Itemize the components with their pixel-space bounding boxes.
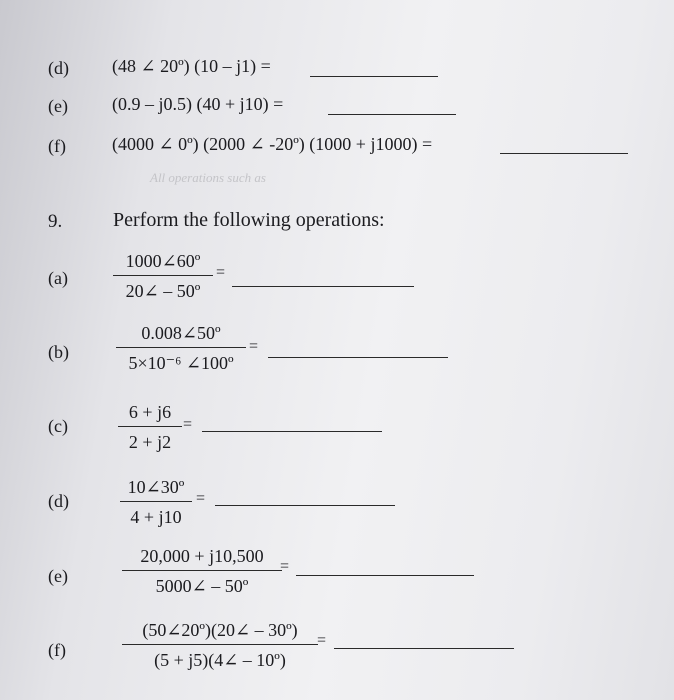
fraction-b-denominator: 5×10⁻⁶ ∠100º — [128, 353, 234, 373]
item-label-d-top: (d) — [48, 58, 69, 78]
fraction-d-bar — [120, 501, 192, 502]
item-label-c: (c) — [48, 416, 68, 436]
fraction-e-bar — [122, 570, 282, 571]
equals-sign-b: = — [249, 338, 259, 355]
question-instruction: Perform the following operations: — [113, 209, 385, 231]
item-label-f-top: (f) — [48, 136, 66, 156]
fraction-c-bar — [118, 426, 182, 427]
item-label-e: (e) — [48, 566, 68, 586]
fraction-f-numerator: (50∠20º)(20∠ – 30º) — [142, 620, 298, 640]
answer-blank-b — [268, 357, 448, 358]
equals-sign-f: = — [317, 632, 327, 649]
answer-blank-d-top — [310, 76, 438, 77]
item-label-b: (b) — [48, 342, 69, 362]
fraction-b-bar — [116, 347, 246, 348]
answer-blank-e-top — [328, 114, 456, 115]
item-label-d: (d) — [48, 491, 69, 511]
item-label-a: (a) — [48, 268, 68, 288]
answer-blank-e — [296, 575, 474, 576]
equals-sign-e: = — [280, 558, 290, 575]
answer-blank-f-top — [500, 153, 628, 154]
equals-sign-a: = — [216, 264, 226, 281]
fraction-d — [120, 476, 192, 528]
fraction-a-denominator: 20∠ – 50º — [125, 281, 201, 301]
fraction-d-numerator: 10∠30º — [127, 477, 185, 497]
faded-background-text: All operations such as — [150, 170, 266, 185]
fraction-c-numerator: 6 + j6 — [128, 402, 172, 422]
fraction-e-numerator: 20,000 + j10,500 — [140, 546, 264, 566]
fraction-f-denominator: (5 + j5)(4∠ – 10º) — [154, 650, 286, 670]
question-number: 9. — [48, 211, 63, 232]
answer-blank-f — [334, 648, 514, 649]
fraction-c — [118, 401, 182, 453]
fraction-a-numerator: 1000∠60º — [125, 251, 201, 271]
fraction-d-denominator: 4 + j10 — [130, 507, 182, 527]
item-label-f: (f) — [48, 640, 66, 660]
fraction-f-bar — [122, 644, 318, 645]
answer-blank-a — [232, 286, 414, 287]
answer-blank-c — [202, 431, 382, 432]
fraction-a — [113, 250, 213, 302]
fraction-c-denominator: 2 + j2 — [128, 432, 172, 452]
fraction-b — [116, 322, 246, 374]
item-label-e-top: (e) — [48, 96, 68, 116]
expression-f-top: (4000 ∠ 0º) (2000 ∠ -20º) (1000 + j1000) = — [112, 134, 433, 154]
answer-blank-d — [215, 505, 395, 506]
fraction-b-numerator: 0.008∠50º — [141, 323, 221, 343]
fraction-e — [122, 545, 282, 597]
fraction-f — [122, 619, 318, 671]
expression-d-top: (48 ∠ 20º) (10 – j1) = — [112, 56, 271, 76]
fraction-e-denominator: 5000∠ – 50º — [155, 576, 249, 596]
equals-sign-d: = — [196, 490, 206, 507]
fraction-a-bar — [113, 275, 213, 276]
equals-sign-c: = — [183, 416, 193, 433]
expression-e-top: (0.9 – j0.5) (40 + j10) = — [112, 94, 284, 114]
